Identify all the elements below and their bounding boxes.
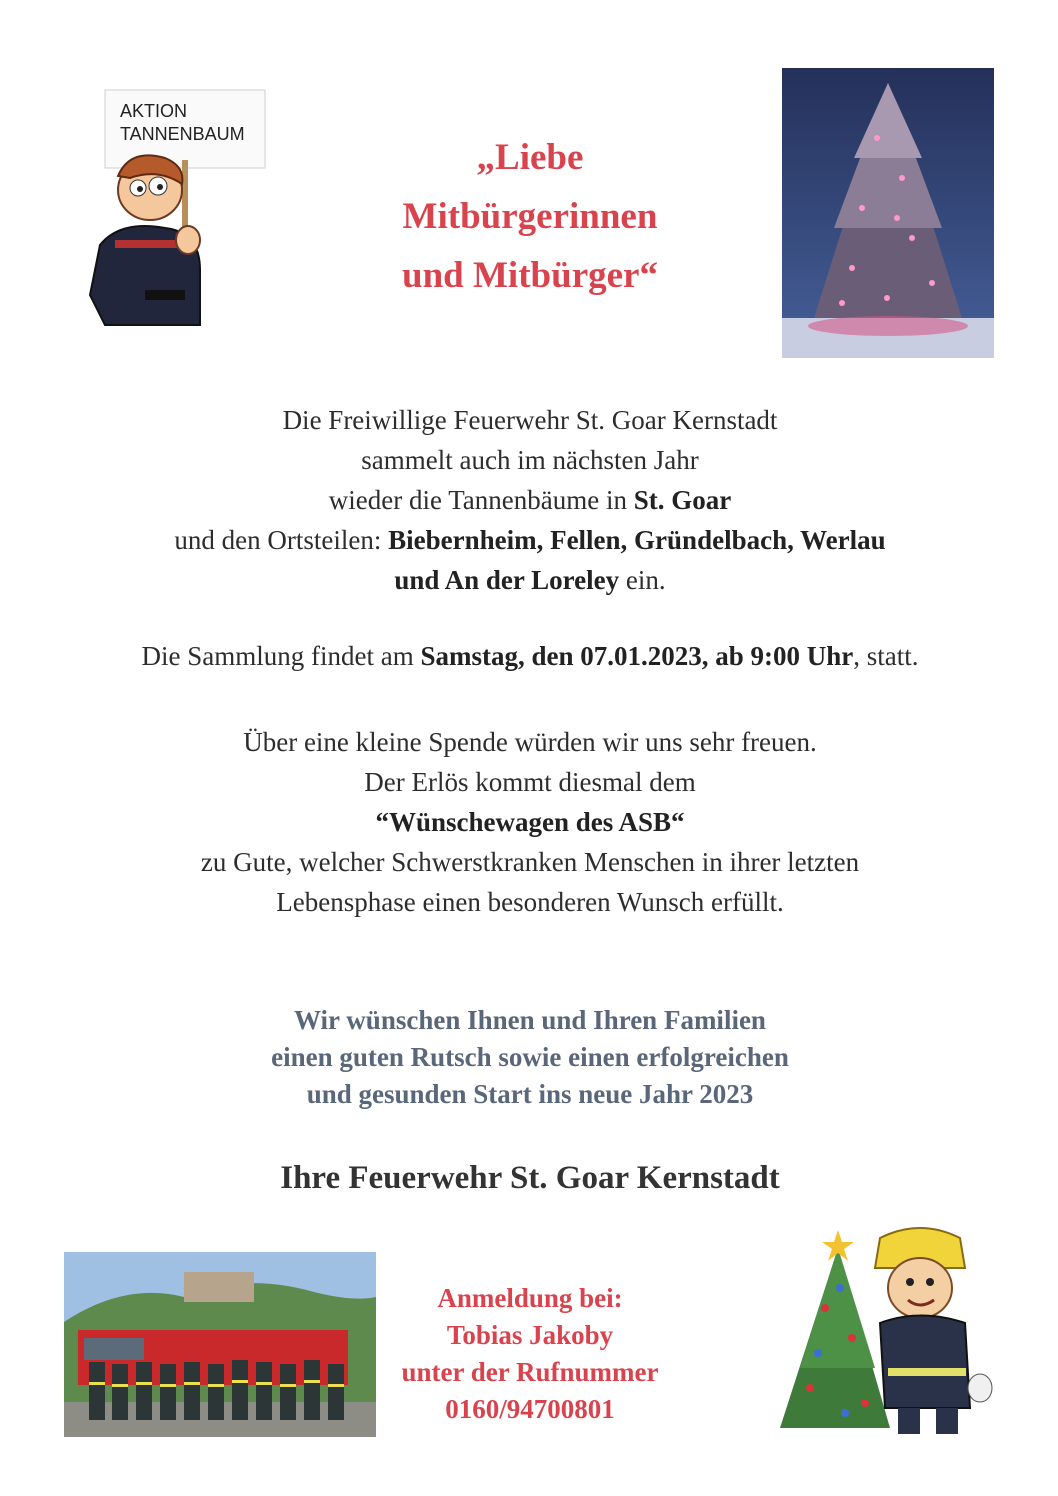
new-year-greeting (100, 1002, 960, 1113)
para3-line-3 (40, 802, 1020, 842)
para1-location: St. Goar (633, 485, 732, 515)
date-post: , statt. (853, 641, 919, 671)
para1-line-3-text: wieder die Tannenbäume in (328, 485, 634, 515)
greeting-line-3: und gesunden Start ins neue Jahr 2023 (306, 1079, 754, 1109)
para1-line-4 (40, 520, 1020, 560)
sign-line-2: TANNENBAUM (120, 124, 245, 144)
para1-line-4-text: und den Ortsteilen: (174, 525, 389, 555)
christmas-tree-photo (782, 68, 994, 358)
firefighter-christmas-tree-icon (770, 1218, 1000, 1438)
contact-phone: 0160/94700801 (445, 1394, 615, 1424)
para1-line-1: Die Freiwillige Feuerwehr St. Goar Kernstadt (282, 405, 778, 435)
firefighter-tree-illustration (770, 1218, 1000, 1438)
para3-line-4: zu Gute, welcher Schwerstkranken Menschen in ihrer letzten (200, 847, 860, 877)
collection-announcement (40, 400, 1020, 600)
date-pre: Die Sammlung findet am (141, 641, 421, 671)
registration-contact (370, 1280, 690, 1428)
collection-date (20, 636, 1040, 676)
donation-info (40, 722, 1020, 922)
para3-line-2: Der Erlös kommt diesmal dem (364, 767, 696, 797)
greeting-heading (330, 128, 730, 305)
para1-line-5 (40, 560, 1020, 600)
signature: Ihre Feuerwehr St. Goar Kernstadt (280, 1160, 780, 1196)
para1-districts-end: und An der Loreley (394, 565, 620, 595)
contact-line-2: Tobias Jakoby (446, 1320, 614, 1350)
fire-brigade-group-icon (64, 1252, 376, 1437)
sign-line-1: AKTION (120, 101, 188, 121)
sign-text (120, 100, 260, 146)
para1-line-5-text: ein. (619, 565, 666, 595)
contact-line-1: Anmeldung bei: (437, 1283, 623, 1313)
para1-line-3 (40, 480, 1020, 520)
heading-line-1: „Liebe (476, 137, 584, 178)
mascot-sign-illustration (60, 80, 280, 330)
contact-line-3: unter der Rufnummer (401, 1357, 659, 1387)
date-bold: Samstag, den 07.01.2023, ab 9:00 Uhr (420, 641, 854, 671)
heading-line-3: und Mitbürger“ (402, 255, 658, 296)
donation-recipient: “Wünschewagen des ASB“ (375, 807, 685, 837)
greeting-line-1: Wir wünschen Ihnen und Ihren Familien (294, 1005, 766, 1035)
para3-line-5: Lebensphase einen besonderen Wunsch erfüllt. (276, 887, 784, 917)
para3-line-1: Über eine kleine Spende würden wir uns sehr freuen. (243, 727, 817, 757)
greeting-line-2: einen guten Rutsch sowie einen erfolgreichen (271, 1042, 789, 1072)
para1-districts: Biebernheim, Fellen, Gründelbach, Werlau (388, 525, 886, 555)
heading-line-2: Mitbürgerinnen (402, 196, 658, 237)
christmas-tree-icon (782, 68, 994, 358)
para1-line-2: sammelt auch im nächsten Jahr (361, 445, 699, 475)
fire-brigade-photo (64, 1252, 376, 1437)
